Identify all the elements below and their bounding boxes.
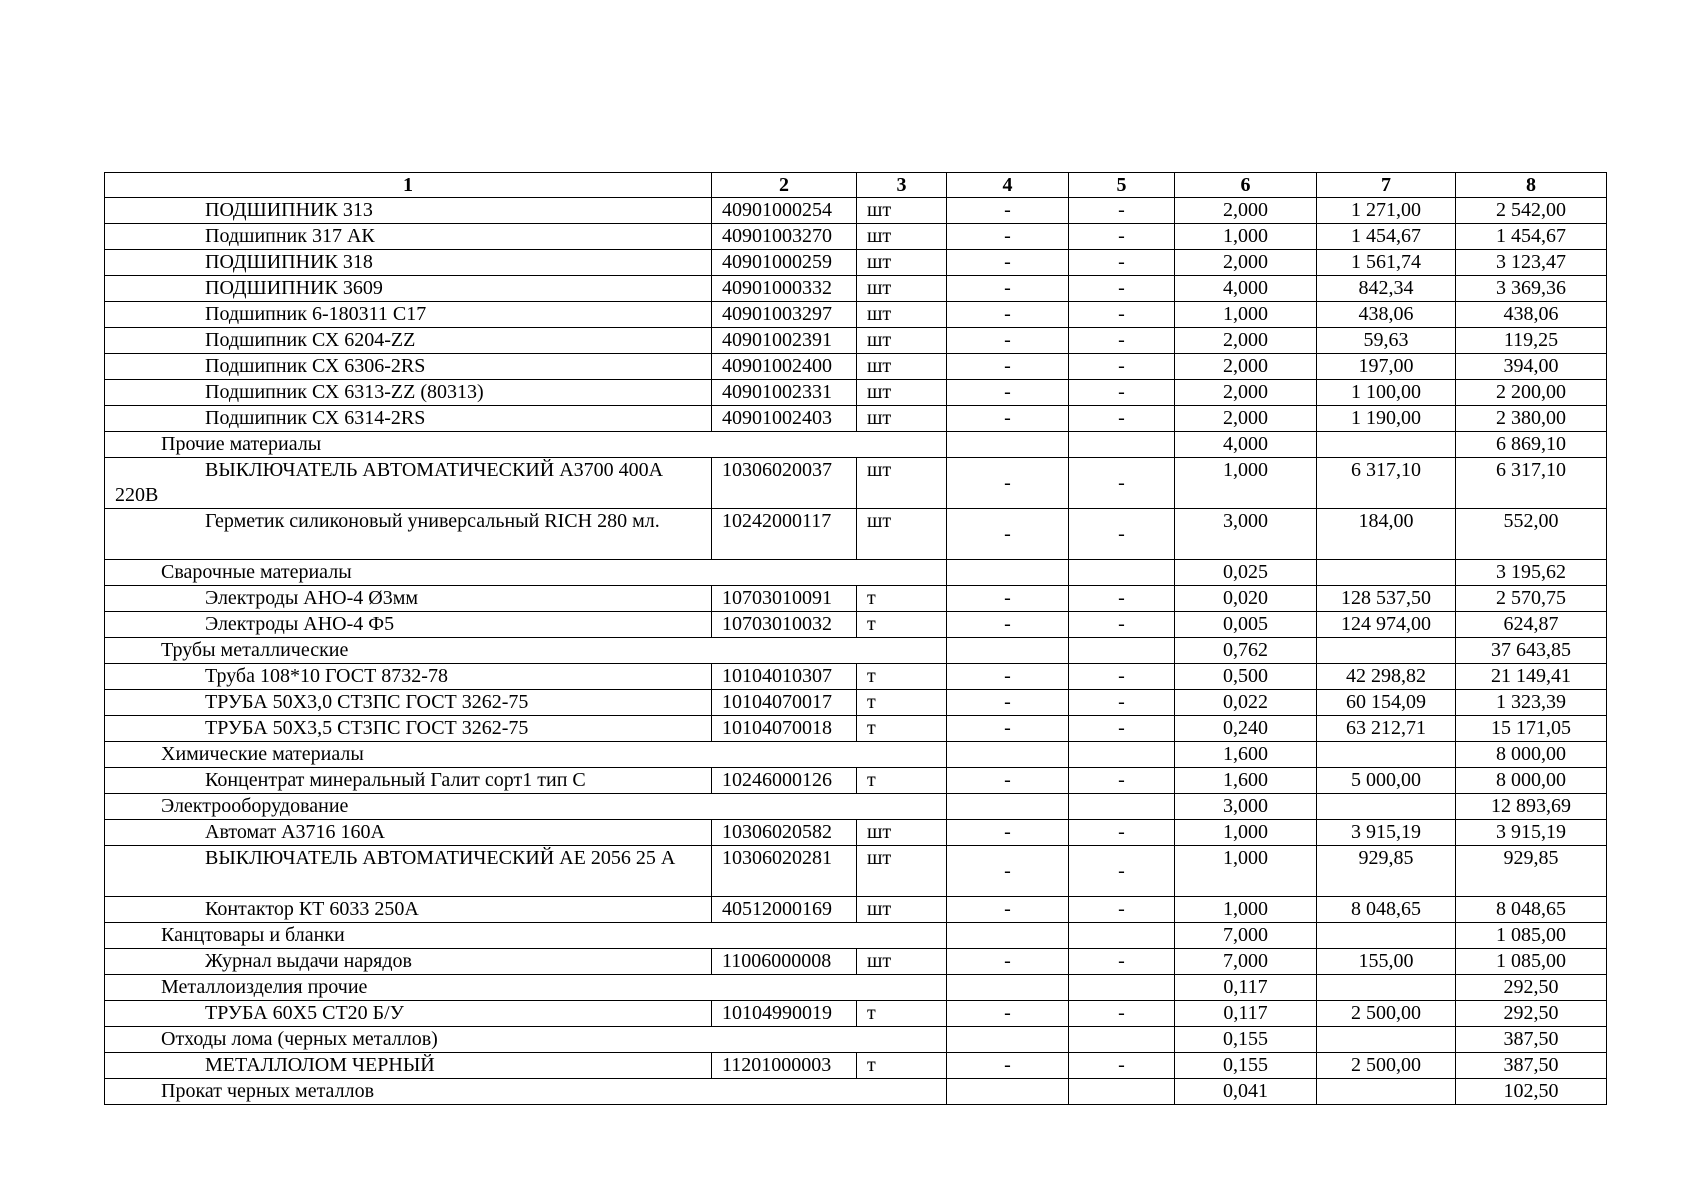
empty-cell (1069, 1027, 1175, 1053)
sum-cell: 2 570,75 (1456, 586, 1607, 612)
sum-cell: 292,50 (1456, 975, 1607, 1001)
column-4-cell: - (947, 586, 1069, 612)
item-name-cell: ВЫКЛЮЧАТЕЛЬ АВТОМАТИЧЕСКИЙ АЕ 2056 25 А (105, 846, 712, 897)
item-name-cell: Автомат А3716 160А (105, 820, 712, 846)
group-row (105, 432, 1607, 458)
group-row (105, 638, 1607, 664)
sum-cell: 3 915,19 (1456, 820, 1607, 846)
column-4-cell: - (947, 302, 1069, 328)
unit-cell: шт (857, 509, 947, 560)
item-name-cell: Герметик силиконовый универсальный RICH 280 мл. (105, 509, 712, 560)
group-row (105, 742, 1607, 768)
price-cell: 842,34 (1317, 276, 1456, 302)
quantity-cell: 0,762 (1175, 638, 1317, 664)
column-5-cell: - (1069, 276, 1175, 302)
column-5-cell: - (1069, 768, 1175, 794)
unit-cell: шт (857, 897, 947, 923)
group-row (105, 975, 1607, 1001)
empty-cell (1069, 1079, 1175, 1105)
quantity-cell: 2,000 (1175, 406, 1317, 432)
unit-cell: шт (857, 846, 947, 897)
item-code-cell: 10246000126 (712, 768, 857, 794)
column-4-cell: - (947, 664, 1069, 690)
item-name-cell: Концентрат минеральный Галит сорт1 тип С (105, 768, 712, 794)
sum-cell: 119,25 (1456, 328, 1607, 354)
empty-cell (1069, 975, 1175, 1001)
item-code-cell: 10242000117 (712, 509, 857, 560)
group-name-cell: Химические материалы (105, 742, 947, 768)
item-name-cell: ТРУБА 50Х3,5 СТ3ПС ГОСТ 3262-75 (105, 716, 712, 742)
table-row (105, 276, 1607, 302)
sum-cell: 8 000,00 (1456, 768, 1607, 794)
unit-cell: т (857, 1053, 947, 1079)
unit-cell: т (857, 690, 947, 716)
price-cell: 184,00 (1317, 509, 1456, 560)
group-row (105, 560, 1607, 586)
column-5-cell: - (1069, 586, 1175, 612)
quantity-cell: 2,000 (1175, 380, 1317, 406)
table-row (105, 664, 1607, 690)
column-4-cell: - (947, 509, 1069, 560)
unit-cell: т (857, 716, 947, 742)
item-code-cell: 11006000008 (712, 949, 857, 975)
item-name-cell: Подшипник СХ 6204-ZZ (105, 328, 712, 354)
column-5-cell: - (1069, 690, 1175, 716)
quantity-cell: 1,000 (1175, 846, 1317, 897)
price-cell: 3 915,19 (1317, 820, 1456, 846)
unit-cell: шт (857, 302, 947, 328)
sum-cell: 552,00 (1456, 509, 1607, 560)
sum-cell: 1 085,00 (1456, 949, 1607, 975)
sum-cell: 3 123,47 (1456, 250, 1607, 276)
table-row (105, 1001, 1607, 1027)
item-name-cell: Подшипник СХ 6314-2RS (105, 406, 712, 432)
group-name-cell: Металлоизделия прочие (105, 975, 947, 1001)
sum-cell: 21 149,41 (1456, 664, 1607, 690)
table-row (105, 509, 1607, 560)
price-cell: 63 212,71 (1317, 716, 1456, 742)
group-name-cell: Электрооборудование (105, 794, 947, 820)
item-code-cell: 40901000332 (712, 276, 857, 302)
item-name-cell: Подшипник СХ 6306-2RS (105, 354, 712, 380)
column-4-cell: - (947, 328, 1069, 354)
unit-cell: т (857, 1001, 947, 1027)
group-row (105, 1079, 1607, 1105)
table-row (105, 354, 1607, 380)
unit-cell: шт (857, 949, 947, 975)
quantity-cell: 0,240 (1175, 716, 1317, 742)
column-header-1: 1 (105, 173, 712, 198)
empty-cell (947, 794, 1069, 820)
quantity-cell: 0,022 (1175, 690, 1317, 716)
sum-cell: 3 369,36 (1456, 276, 1607, 302)
column-header-8: 8 (1456, 173, 1607, 198)
unit-cell: шт (857, 250, 947, 276)
price-cell: 438,06 (1317, 302, 1456, 328)
item-name-cell: Журнал выдачи нарядов (105, 949, 712, 975)
item-code-cell: 10104990019 (712, 1001, 857, 1027)
price-cell: 1 190,00 (1317, 406, 1456, 432)
sum-cell: 438,06 (1456, 302, 1607, 328)
empty-cell (1317, 432, 1456, 458)
group-name-cell: Отходы лома (черных металлов) (105, 1027, 947, 1053)
column-4-cell: - (947, 768, 1069, 794)
column-4-cell: - (947, 1053, 1069, 1079)
quantity-cell: 1,000 (1175, 302, 1317, 328)
sum-cell: 37 643,85 (1456, 638, 1607, 664)
column-4-cell: - (947, 250, 1069, 276)
price-cell: 8 048,65 (1317, 897, 1456, 923)
price-cell: 124 974,00 (1317, 612, 1456, 638)
column-5-cell: - (1069, 1001, 1175, 1027)
sum-cell: 6 869,10 (1456, 432, 1607, 458)
group-name-cell: Сварочные материалы (105, 560, 947, 586)
quantity-cell: 0,117 (1175, 1001, 1317, 1027)
quantity-cell: 0,041 (1175, 1079, 1317, 1105)
quantity-cell: 3,000 (1175, 509, 1317, 560)
price-cell: 1 454,67 (1317, 224, 1456, 250)
column-4-cell: - (947, 716, 1069, 742)
table-row (105, 716, 1607, 742)
sum-cell: 1 085,00 (1456, 923, 1607, 949)
table-row (105, 328, 1607, 354)
unit-cell: шт (857, 380, 947, 406)
empty-cell (1317, 794, 1456, 820)
empty-cell (1069, 638, 1175, 664)
column-5-cell: - (1069, 224, 1175, 250)
empty-cell (1069, 560, 1175, 586)
unit-cell: шт (857, 354, 947, 380)
item-name-cell: ПОДШИПНИК 313 (105, 198, 712, 224)
table-row (105, 949, 1607, 975)
table-row (105, 198, 1607, 224)
item-code-cell: 10306020281 (712, 846, 857, 897)
empty-cell (1317, 975, 1456, 1001)
column-4-cell: - (947, 612, 1069, 638)
quantity-cell: 0,025 (1175, 560, 1317, 586)
unit-cell: шт (857, 820, 947, 846)
column-5-cell: - (1069, 897, 1175, 923)
item-code-cell: 10104070017 (712, 690, 857, 716)
sum-cell: 3 195,62 (1456, 560, 1607, 586)
quantity-cell: 3,000 (1175, 794, 1317, 820)
empty-cell (947, 1079, 1069, 1105)
quantity-cell: 2,000 (1175, 354, 1317, 380)
column-header-3: 3 (857, 173, 947, 198)
column-4-cell: - (947, 380, 1069, 406)
empty-cell (947, 975, 1069, 1001)
column-header-6: 6 (1175, 173, 1317, 198)
price-cell: 5 000,00 (1317, 768, 1456, 794)
table-row (105, 1053, 1607, 1079)
unit-cell: шт (857, 328, 947, 354)
sum-cell: 387,50 (1456, 1053, 1607, 1079)
item-code-cell: 40901003297 (712, 302, 857, 328)
quantity-cell: 1,600 (1175, 768, 1317, 794)
table-row (105, 820, 1607, 846)
header-row (105, 173, 1607, 198)
item-code-cell: 10104010307 (712, 664, 857, 690)
column-5-cell: - (1069, 820, 1175, 846)
empty-cell (1317, 1079, 1456, 1105)
item-name-cell: Подшипник СХ 6313-ZZ (80313) (105, 380, 712, 406)
table-row (105, 586, 1607, 612)
item-code-cell: 40512000169 (712, 897, 857, 923)
item-code-cell: 40901002391 (712, 328, 857, 354)
quantity-cell: 4,000 (1175, 432, 1317, 458)
item-name-cell: ТРУБА 60Х5 СТ20 Б/У (105, 1001, 712, 1027)
group-row (105, 1027, 1607, 1053)
unit-cell: т (857, 768, 947, 794)
column-5-cell: - (1069, 380, 1175, 406)
group-row (105, 923, 1607, 949)
table-row (105, 897, 1607, 923)
quantity-cell: 0,005 (1175, 612, 1317, 638)
column-header-5: 5 (1069, 173, 1175, 198)
column-4-cell: - (947, 406, 1069, 432)
item-code-cell: 40901000254 (712, 198, 857, 224)
item-code-cell: 10306020037 (712, 458, 857, 509)
table-row (105, 846, 1607, 897)
column-4-cell: - (947, 276, 1069, 302)
quantity-cell: 1,000 (1175, 224, 1317, 250)
column-header-7: 7 (1317, 173, 1456, 198)
unit-cell: т (857, 664, 947, 690)
quantity-cell: 7,000 (1175, 949, 1317, 975)
price-cell: 155,00 (1317, 949, 1456, 975)
column-5-cell: - (1069, 250, 1175, 276)
empty-cell (1317, 560, 1456, 586)
table-row (105, 406, 1607, 432)
column-4-cell: - (947, 897, 1069, 923)
column-4-cell: - (947, 846, 1069, 897)
table-row (105, 458, 1607, 509)
quantity-cell: 0,117 (1175, 975, 1317, 1001)
sum-cell: 624,87 (1456, 612, 1607, 638)
quantity-cell: 0,155 (1175, 1027, 1317, 1053)
column-4-cell: - (947, 820, 1069, 846)
group-name-cell: Трубы металлические (105, 638, 947, 664)
price-cell: 1 561,74 (1317, 250, 1456, 276)
quantity-cell: 0,500 (1175, 664, 1317, 690)
table-row (105, 690, 1607, 716)
quantity-cell: 2,000 (1175, 328, 1317, 354)
price-cell: 6 317,10 (1317, 458, 1456, 509)
item-code-cell: 40901003270 (712, 224, 857, 250)
table-body (105, 173, 1607, 1105)
unit-cell: шт (857, 458, 947, 509)
quantity-cell: 1,000 (1175, 897, 1317, 923)
item-code-cell: 11201000003 (712, 1053, 857, 1079)
item-code-cell: 10703010032 (712, 612, 857, 638)
item-name-cell: ТРУБА 50Х3,0 СТ3ПС ГОСТ 3262-75 (105, 690, 712, 716)
quantity-cell: 1,600 (1175, 742, 1317, 768)
sum-cell: 2 380,00 (1456, 406, 1607, 432)
quantity-cell: 0,155 (1175, 1053, 1317, 1079)
price-cell: 1 271,00 (1317, 198, 1456, 224)
group-name-cell: Прокат черных металлов (105, 1079, 947, 1105)
quantity-cell: 2,000 (1175, 250, 1317, 276)
sum-cell: 15 171,05 (1456, 716, 1607, 742)
sum-cell: 387,50 (1456, 1027, 1607, 1053)
table-row (105, 250, 1607, 276)
price-cell: 2 500,00 (1317, 1001, 1456, 1027)
quantity-cell: 4,000 (1175, 276, 1317, 302)
item-name-cell: Труба 108*10 ГОСТ 8732-78 (105, 664, 712, 690)
unit-cell: шт (857, 224, 947, 250)
item-name-cell: Подшипник 6-180311 С17 (105, 302, 712, 328)
column-header-4: 4 (947, 173, 1069, 198)
column-5-cell: - (1069, 458, 1175, 509)
sum-cell: 8 048,65 (1456, 897, 1607, 923)
item-code-cell: 40901002400 (712, 354, 857, 380)
column-5-cell: - (1069, 664, 1175, 690)
item-code-cell: 10104070018 (712, 716, 857, 742)
column-5-cell: - (1069, 612, 1175, 638)
empty-cell (1069, 432, 1175, 458)
column-4-cell: - (947, 458, 1069, 509)
empty-cell (947, 923, 1069, 949)
column-5-cell: - (1069, 509, 1175, 560)
column-4-cell: - (947, 224, 1069, 250)
item-name-cell: ВЫКЛЮЧАТЕЛЬ АВТОМАТИЧЕСКИЙ А3700 400А 220В (105, 458, 712, 509)
empty-cell (1317, 923, 1456, 949)
item-name-cell: ПОДШИПНИК 318 (105, 250, 712, 276)
sum-cell: 394,00 (1456, 354, 1607, 380)
item-name-cell: Контактор КТ 6033 250А (105, 897, 712, 923)
column-4-cell: - (947, 198, 1069, 224)
unit-cell: шт (857, 276, 947, 302)
item-code-cell: 40901000259 (712, 250, 857, 276)
column-4-cell: - (947, 949, 1069, 975)
column-5-cell: - (1069, 328, 1175, 354)
sum-cell: 1 454,67 (1456, 224, 1607, 250)
column-5-cell: - (1069, 1053, 1175, 1079)
item-code-cell: 40901002331 (712, 380, 857, 406)
sum-cell: 929,85 (1456, 846, 1607, 897)
sum-cell: 12 893,69 (1456, 794, 1607, 820)
column-5-cell: - (1069, 198, 1175, 224)
item-code-cell: 10703010091 (712, 586, 857, 612)
item-name-cell: ПОДШИПНИК 3609 (105, 276, 712, 302)
quantity-cell: 1,000 (1175, 820, 1317, 846)
sum-cell: 1 323,39 (1456, 690, 1607, 716)
empty-cell (1317, 742, 1456, 768)
empty-cell (947, 560, 1069, 586)
sum-cell: 8 000,00 (1456, 742, 1607, 768)
table-row (105, 612, 1607, 638)
empty-cell (947, 638, 1069, 664)
quantity-cell: 7,000 (1175, 923, 1317, 949)
item-name-cell: Электроды АНО-4 Ф5 (105, 612, 712, 638)
group-name-cell: Канцтовары и бланки (105, 923, 947, 949)
unit-cell: т (857, 586, 947, 612)
unit-cell: шт (857, 198, 947, 224)
sum-cell: 6 317,10 (1456, 458, 1607, 509)
price-cell: 60 154,09 (1317, 690, 1456, 716)
price-cell: 59,63 (1317, 328, 1456, 354)
column-4-cell: - (947, 1001, 1069, 1027)
empty-cell (1069, 923, 1175, 949)
empty-cell (1069, 794, 1175, 820)
group-row (105, 794, 1607, 820)
sum-cell: 292,50 (1456, 1001, 1607, 1027)
materials-table (104, 172, 1607, 1105)
column-5-cell: - (1069, 406, 1175, 432)
quantity-cell: 1,000 (1175, 458, 1317, 509)
column-5-cell: - (1069, 949, 1175, 975)
item-code-cell: 40901002403 (712, 406, 857, 432)
column-4-cell: - (947, 354, 1069, 380)
unit-cell: т (857, 612, 947, 638)
sum-cell: 102,50 (1456, 1079, 1607, 1105)
sum-cell: 2 542,00 (1456, 198, 1607, 224)
price-cell: 929,85 (1317, 846, 1456, 897)
item-name-cell: Подшипник 317 АК (105, 224, 712, 250)
quantity-cell: 2,000 (1175, 198, 1317, 224)
unit-cell: шт (857, 406, 947, 432)
table-row (105, 768, 1607, 794)
price-cell: 128 537,50 (1317, 586, 1456, 612)
column-5-cell: - (1069, 716, 1175, 742)
group-name-cell: Прочие материалы (105, 432, 947, 458)
column-header-2: 2 (712, 173, 857, 198)
empty-cell (1317, 1027, 1456, 1053)
price-cell: 1 100,00 (1317, 380, 1456, 406)
table-row (105, 224, 1607, 250)
empty-cell (947, 1027, 1069, 1053)
empty-cell (1069, 742, 1175, 768)
item-name-cell: МЕТАЛЛОЛОМ ЧЕРНЫЙ (105, 1053, 712, 1079)
price-cell: 197,00 (1317, 354, 1456, 380)
item-code-cell: 10306020582 (712, 820, 857, 846)
table-row (105, 302, 1607, 328)
price-cell: 2 500,00 (1317, 1053, 1456, 1079)
empty-cell (947, 432, 1069, 458)
column-5-cell: - (1069, 354, 1175, 380)
column-5-cell: - (1069, 846, 1175, 897)
quantity-cell: 0,020 (1175, 586, 1317, 612)
empty-cell (1317, 638, 1456, 664)
column-4-cell: - (947, 690, 1069, 716)
item-name-cell: Электроды АНО-4 Ø3мм (105, 586, 712, 612)
sum-cell: 2 200,00 (1456, 380, 1607, 406)
column-5-cell: - (1069, 302, 1175, 328)
price-cell: 42 298,82 (1317, 664, 1456, 690)
empty-cell (947, 742, 1069, 768)
table-row (105, 380, 1607, 406)
